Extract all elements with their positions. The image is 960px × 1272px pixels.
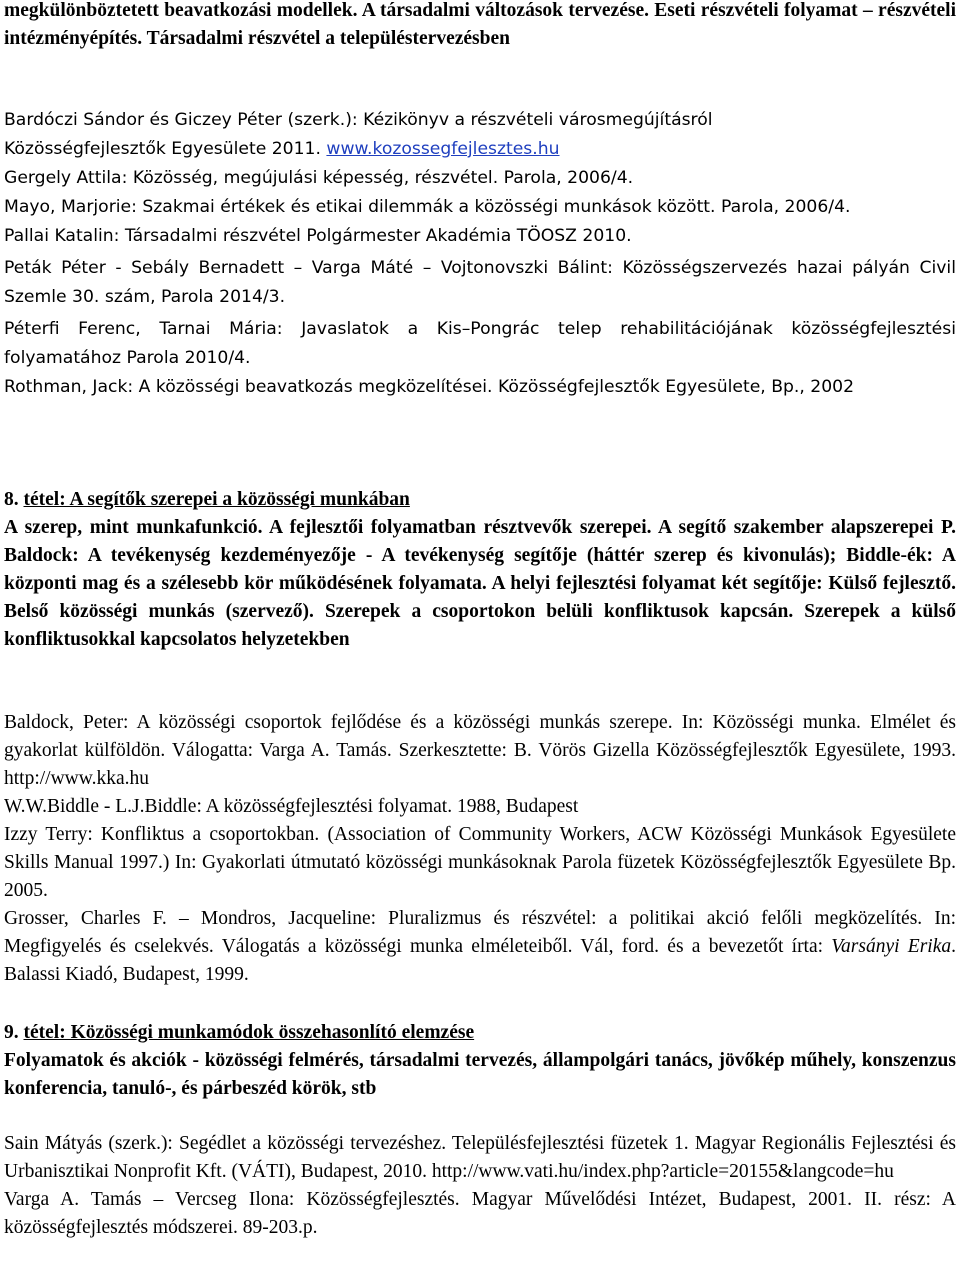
- reference-item: Pallai Katalin: Társadalmi részvétel Polgármester Akadémia TÖOSZ 2010.: [4, 226, 632, 246]
- reference-item: Peták Péter - Sebály Bernadett – Varga Máté – Vojtonovszki Bálint: Közösségszervezés hazai pályán Civil Szemle 30. szám, Parola 2014/3.: [4, 258, 956, 307]
- reference-item: [4, 905, 956, 989]
- reference-text: . Balassi Kiadó, Budapest, 1999.: [4, 936, 956, 985]
- reference-item: Bardóczi Sándor és Giczey Péter (szerk.): Kézikönyv a részvételi városmegújításról: [4, 110, 713, 130]
- translator-name: Varsányi Erika: [831, 936, 952, 957]
- topic-number: 9.: [4, 1022, 19, 1043]
- reference-item: Gergely Attila: Közösség, megújulási képesség, részvétel. Parola, 2006/4.: [4, 168, 634, 188]
- topic-7-heading-continuation: megkülönböztetett beavatkozási modellek. A társadalmi változások tervezése. Eseti részvételi folyamat – részvételi intézményépítés. Társadalmi részvétel a településtervezésben: [4, 0, 956, 49]
- topic-9-title: [4, 1019, 956, 1047]
- topic-9-references: [4, 1130, 956, 1242]
- reference-item: Baldock, Peter: A közösségi csoportok fejlődése és a közösségi munkás szerepe. In: Közösségi munka. Elmélet és gyakorlat külföldön. Válogatta: Varga A. Tamás. Szerkesztette: B. Vörös Gizella Közösségfejlesztők Egyesülete, 1993. http://www.kka.hu: [4, 712, 956, 789]
- web-link[interactable]: www.kozossegfejlesztes.hu: [326, 139, 560, 159]
- reference-item: Izzy Terry: Konfliktus a csoportokban. (Association of Community Workers, ACW Közösségi Munkások Egyesülete Skills Manual 1997.) In: Gyakorlati útmutató közösségi munkásoknak Parola füzetek Közösségfejlesztők Egyesülete Bp. 2005.: [4, 824, 956, 901]
- topic-title: tétel: Közösségi munkamódok összehasonlító elemzése: [23, 1022, 475, 1043]
- topic-8-title: [4, 486, 956, 514]
- reference-item: [4, 135, 956, 164]
- reference-item: Péterfi Ferenc, Tarnai Mária: Javaslatok a Kis–Pongrác telep rehabilitációjának közösségfejlesztési folyamatához Parola 2010/4.: [4, 319, 956, 368]
- topic-8-references: [4, 709, 956, 989]
- reference-item: Varga A. Tamás – Vercseg Ilona: Közösségfejlesztés. Magyar Művelődési Intézet, Budapest, 2001. II. rész: A közösségfejlesztés módszerei. 89-203.p.: [4, 1189, 956, 1238]
- reference-item: W.W.Biddle - L.J.Biddle: A közösségfejlesztési folyamat. 1988, Budapest: [4, 796, 579, 817]
- topic-8-description: A szerep, mint munkafunkció. A fejlesztői folyamatban résztvevők szerepei. A segítő szakember alapszerepei P. Baldock: A tevékenység kezdeményezője - A tevékenység segítője (háttér szerep és kivonulás); Biddle-ék: A központi mag és a szélesebb kör működésének folyamata. A helyi fejlesztési folyamat két segítője: Külső fejlesztő. Belső közösségi munkás (szervező). Szerepek a csoportokon belüli konfliktusok kapcsán. Szerepek a külső konfliktusokkal kapcsolatos helyzetekben: [4, 517, 956, 650]
- reference-item: Rothman, Jack: A közösségi beavatkozás megközelítései. Közösségfejlesztők Egyesülete, Bp., 2002: [4, 377, 855, 397]
- topic-9-description: Folyamatok és akciók - közösségi felmérés, társadalmi tervezés, állampolgári tanács, jövőkép műhely, konszenzus konferencia, tanuló-, és párbeszéd körök, stb: [4, 1050, 956, 1099]
- topic-title: tétel: A segítők szerepei a közösségi munkában: [23, 489, 410, 510]
- topic-7-references: [4, 106, 956, 402]
- topic-number: 8.: [4, 489, 19, 510]
- reference-item: Sain Mátyás (szerk.): Segédlet a közösségi tervezéshez. Településfejlesztési füzetek 1. Magyar Regionális Fejlesztési és Urbanisztikai Nonprofit Kft. (VÁTI), Budapest, 2010. http://www.vati.hu/index.php?article=20155&langcode=hu: [4, 1133, 956, 1182]
- reference-text: Közösségfejlesztők Egyesülete 2011.: [4, 139, 321, 159]
- reference-text: Grosser, Charles F. – Mondros, Jacqueline: Pluralizmus és részvétel: a politikai akció felőli megközelítés. In: Megfigyelés és cselekvés. Válogatás a közösségi munka elméleteiből. Vál, ford. és a bevezetőt írta:: [4, 908, 956, 957]
- reference-item: Mayo, Marjorie: Szakmai értékek és etikai dilemmák a közösségi munkások között. Parola, 2006/4.: [4, 197, 851, 217]
